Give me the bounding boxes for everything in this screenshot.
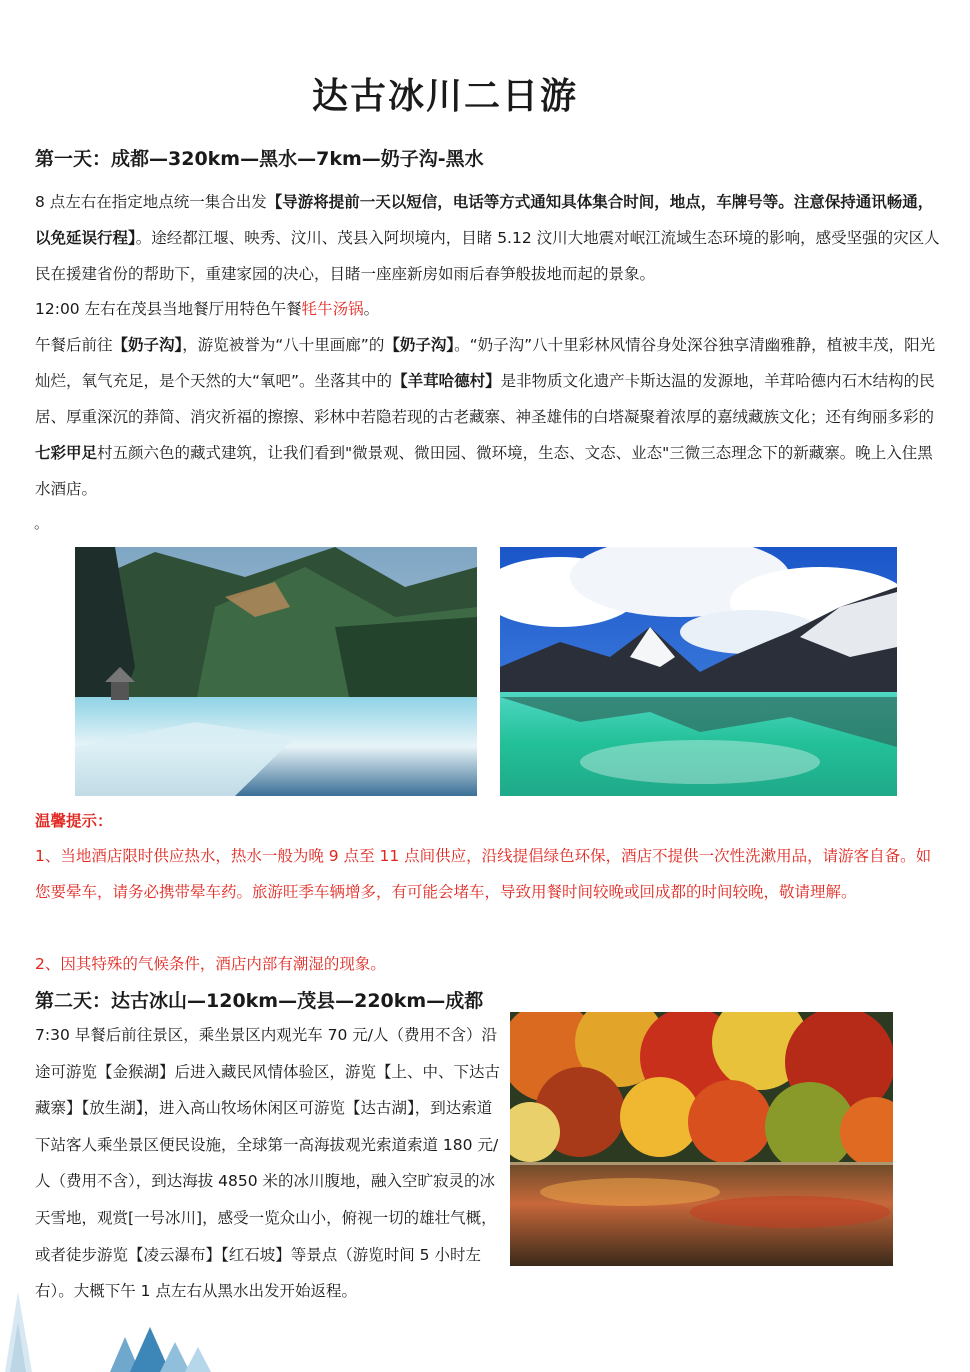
day1-p3-g: 是非物质文化遗产卡斯达温的发源地，羊茸哈德内石木结构的民居、厚重深沉的莽简、消灾祈福的擦擦、彩林中若隐若现的古老藏寨、神圣雄伟的白塔凝聚着浓厚的嘉绒藏族文化；还有绚丽多彩的 — [35, 372, 935, 426]
photo-valley-lake — [75, 547, 477, 796]
tips-title: 温馨提示： — [35, 812, 113, 830]
photo-glacier-lake — [500, 547, 897, 796]
photo-autumn-lake — [510, 1012, 893, 1266]
day1-lunch-end: 。 — [363, 300, 380, 318]
tip-1: 1、当地酒店限时供应热水，热水一般为晚 9 点至 11 点间供应，沿线提倡绿色环保，酒店不提供一次性洗漱用品，请游客自备。如您要晕车，请务必携带晕车药。旅游旺季车辆增多，有可能会堵车，导致用餐时间较晚或回成都的时间较晚，敬请理解。 — [35, 847, 932, 901]
day2-paragraph: 7:30 早餐后前往景区，乘坐景区内观光车 70 元/人（费用不含）沿途可游览【金猴湖】后进入藏民风情体验区，游览【上、中、下达古藏寨】【放生湖】，进入高山牧场休闲区可游览【达古湖】，到达索道下站客人乘坐景区便民设施，全球第一高海拔观光索道索道 180 元/人（费用不含），到达海拔 4850 米的冰川腹地，融入空旷寂灵的冰天雪地，观赏[一号冰川]，感受一览众山小，俯视一切的雄壮气概，或者徒步游览【凌云瀑布】【红石坡】等景点（游览时间 5 小时左右）。大概下午 1 点左右从黑水出发开始返程。 — [35, 1026, 501, 1301]
day1-paragraph-3 — [35, 327, 945, 507]
day2-heading: 第二天：达古冰山—120km—茂县—220km—成都 — [35, 990, 484, 1012]
day1-lunch-dish: 牦牛汤锅 — [301, 300, 364, 318]
day1-p3-e: 。“奶子沟”八十里彩林风情谷身处深谷独享清幽雅静，植被丰茂，阳光灿烂，氧气充足，是个天然的大“氧吧”。坐落其中的 — [35, 336, 936, 390]
day1-paragraph-1 — [35, 184, 945, 292]
day1-p3-i: 村五颜六色的藏式建筑，让我们看到"微景观、微田园、微环境，生态、文态、业态"三微三态理念下的新藏寨。晚上入住黑水酒店。 — [35, 444, 933, 498]
pine-tree-decoration-icon — [0, 1282, 230, 1372]
day1-p3-naizigou-2: 【奶子沟】 — [384, 336, 455, 354]
day1-p1-notice: 【导游将提前一天以短信，电话等方式通知具体集合时间，地点，车牌号等。注意保持通讯畅通，以免延误行程】 — [35, 193, 934, 247]
day1-p3-naizigou-1: 【奶子沟】 — [112, 336, 183, 354]
day1-heading: 第一天：成都—320km—黑水—7km—奶子沟-黑水 — [35, 148, 484, 170]
stray-dot: 。 — [34, 514, 50, 532]
tip-2: 2、因其特殊的气候条件，酒店内部有潮湿的现象。 — [35, 955, 386, 973]
day1-p1-route: 。途经都江堰、映秀、汶川、茂县入阿坝境内，目睹 5.12 汶川大地震对岷江流域生态环境的影响，感受坚强的灾区人民在援建省份的帮助下，重建家园的决心，目睹一座座新房如雨后春笋般拔地而起的景象。 — [35, 229, 940, 283]
day1-p3-c: ，游览被誉为“八十里画廊”的 — [182, 336, 385, 354]
day1-lunch-text: 12:00 左右在茂县当地餐厅用特色午餐 — [35, 300, 302, 318]
day1-p3-village: 【羊茸哈德村】 — [392, 372, 501, 390]
day1-paragraph-2 — [35, 291, 945, 327]
page-title: 达古冰川二日游 — [311, 76, 578, 117]
day1-p3-a: 午餐后前往 — [35, 336, 113, 354]
day1-p1-start: 8 点左右在指定地点统一集合出发 — [35, 193, 267, 211]
day1-p3-qicaijiazu: 七彩甲足 — [35, 444, 98, 462]
